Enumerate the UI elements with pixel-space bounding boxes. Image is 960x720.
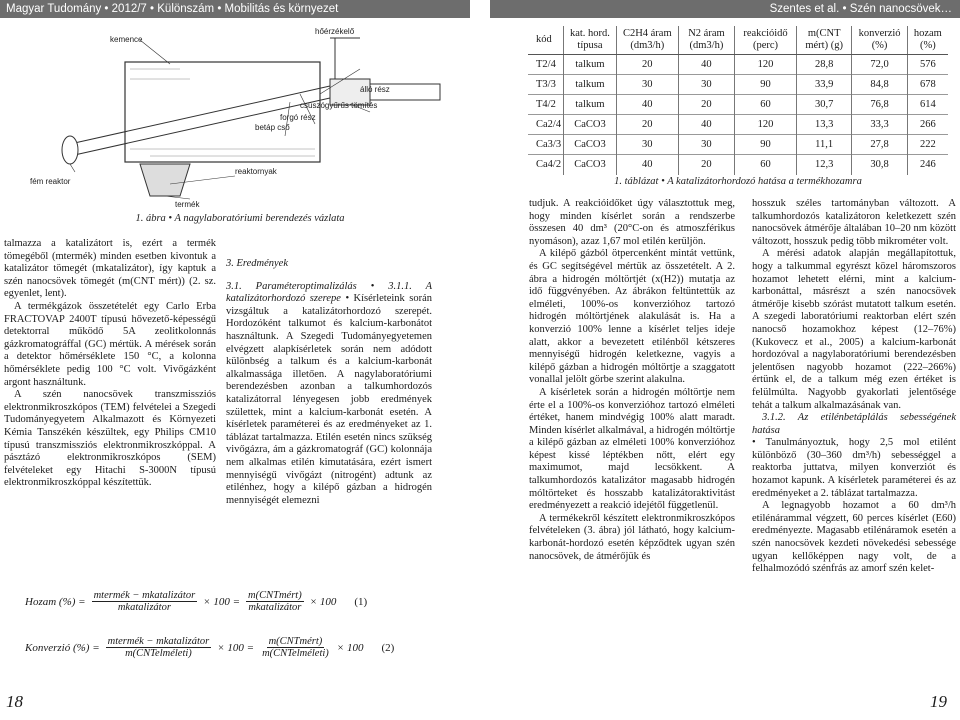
table-cell: 40 — [678, 55, 734, 75]
table-caption: 1. táblázat • A katalizátorhordozó hatása a termékhozamra — [614, 176, 862, 187]
table-row — [528, 95, 948, 115]
table-cell: 33,9 — [796, 75, 852, 95]
right2-subheading: 3.1.2. Az etilénbetáplálás sebességének hatása — [752, 412, 956, 436]
table-cell: 60 — [735, 95, 797, 115]
table-cell: talkum — [564, 55, 617, 75]
eq1-den1: mkatalizátor — [117, 602, 171, 613]
eq2-lhs: Konverzió (%) = — [25, 641, 100, 654]
page-number-right: 19 — [930, 692, 947, 711]
table-cell: 30,8 — [852, 155, 907, 175]
right1-paragraph-3: A kísérletek során a hidrogén móltörtje nem érte el a 100%-os konverzióhoz tartozó elméleti értéket, hanem mindvégig 100% alatt maradt. Minden kísérlet alkalmával, a hidrogén móltörtje a kilépő gázban az elméleti 100% konverzióhoz képest kissé léptékben nőtt, elért egy maximumot, majd lecsökkent. A talkumhordozós katalizátor magasabb hidrogén móltörteket és hosszabb katalizátoraktivitást eredményezett a reakció idejétől függetlenül. — [529, 386, 735, 512]
table-cell: 28,8 — [796, 55, 852, 75]
label-allo-resz: álló rész — [360, 85, 390, 94]
table-cell: 11,1 — [796, 135, 852, 155]
table-cell: 30 — [678, 135, 734, 155]
reactor-neck — [140, 164, 190, 196]
table-row — [528, 135, 948, 155]
results-table — [528, 26, 948, 175]
section-heading: 3. Eredmények — [226, 258, 288, 269]
table-cell: 120 — [735, 55, 797, 75]
eq2-num2: m(CNTmért) — [268, 636, 323, 647]
eq2-den2: m(CNTelméleti) — [262, 648, 329, 659]
right1-paragraph-4: A termékekről készített elektronmikroszkópos felvételeken (3. ábra) jól látható, hogy kalcium-karbonát-hordozó esetén képződtek ugyan szén nanocsövek, de átmérőjük és — [529, 512, 735, 562]
middle-column — [226, 258, 432, 507]
eq1-den2: mkatalizátor — [248, 602, 302, 613]
table-cell: 60 — [735, 155, 797, 175]
left-paragraph-3: A szén nanocsövek transzmissziós elektronmikroszkópos (TEM) felvételei a Szegedi Tudományegyetem Alkalmazott és Környezeti Kémia Tanszékén készültek, egy Philips CM10 típusú transzmissziós elektronmikroszkóppal. A pásztázó elektronmikroszkópos (SEM) felvételeket egy Hitachi S-3000N típusú elektronmikroszkóppal készítettük. — [4, 389, 216, 489]
table-cell: 90 — [735, 135, 797, 155]
label-betap-cso: betáp cső — [255, 123, 290, 132]
table-cell: 120 — [735, 115, 797, 135]
label-csuszogyuru: csúszógyűrűs tömítés — [300, 101, 378, 110]
table-cell: 20 — [678, 95, 734, 115]
subsection-heading: 3.1. Paraméteroptimalizálás • 3.1.1. A katalizátorhordozó szerepe • — [226, 280, 432, 305]
table-cell: T2/4 — [528, 55, 564, 75]
label-kemence: kemence — [110, 35, 143, 44]
table-cell: 30,7 — [796, 95, 852, 115]
eq1-num2: m(CNTmért) — [248, 590, 302, 601]
table-cell: 90 — [735, 75, 797, 95]
table-cell: 27,8 — [852, 135, 907, 155]
table-cell: CaCO3 — [564, 135, 617, 155]
left-column — [4, 238, 216, 490]
eq2-num1: mtermék − mkatalizátor — [107, 636, 210, 647]
table-cell: 12,3 — [796, 155, 852, 175]
table-cell: 576 — [907, 55, 948, 75]
th-kod: kód — [528, 26, 564, 55]
eq1-mid: × 100 = — [203, 595, 241, 608]
table-cell: 20 — [616, 115, 678, 135]
th-kat-hord: kat. hord. típusa — [564, 26, 617, 55]
table-cell: 40 — [616, 95, 678, 115]
table-cell: 76,8 — [852, 95, 907, 115]
table-cell: 266 — [907, 115, 948, 135]
reactor-diagram — [30, 24, 450, 230]
table-cell: CaCO3 — [564, 115, 617, 135]
th-hozam: hozam (%) — [907, 26, 948, 55]
table-body — [528, 55, 948, 175]
table-cell: 246 — [907, 155, 948, 175]
metal-reactor-end — [62, 136, 78, 164]
page-number-left: 18 — [6, 692, 23, 711]
right2-paragraph-1: hosszuk széles tartományban változott. A talkumhordozós katalizátoron keletkezett szén nanocsövek átmérője általában 10–20 nm között változott, hosszuk pedig több mikrométer volt. — [752, 198, 956, 247]
table-row — [528, 155, 948, 175]
table-cell: 33,3 — [852, 115, 907, 135]
table-cell: Ca2/4 — [528, 115, 564, 135]
table-cell: 222 — [907, 135, 948, 155]
table-cell: 20 — [678, 155, 734, 175]
table-cell: T3/3 — [528, 75, 564, 95]
th-mcnt: m(CNT mért) (g) — [796, 26, 852, 55]
furnace-outline — [125, 62, 320, 162]
equation-1 — [25, 590, 445, 613]
table-cell: talkum — [564, 75, 617, 95]
page-header-left — [0, 0, 470, 18]
table-cell: CaCO3 — [564, 155, 617, 175]
table-cell: 30 — [616, 135, 678, 155]
reactor-diagram-svg — [30, 24, 450, 214]
table-cell: 84,8 — [852, 75, 907, 95]
right1-paragraph-1: tudjuk. A reakcióidőket úgy választottuk meg, hogy minden kísérlet során a rendszerbe összesen 40 dm³ (20°C-on és atmoszférikus nyomáson), azaz 1,67 mol etilén kerüljön. — [529, 198, 735, 247]
eq2-number: (2) — [381, 641, 395, 654]
table-cell: 678 — [907, 75, 948, 95]
table-row — [528, 75, 948, 95]
th-c2h4: C2H4 áram (dm3/h) — [616, 26, 678, 55]
table-cell: 20 — [616, 55, 678, 75]
eq1-number: (1) — [354, 595, 368, 608]
table-row — [528, 55, 948, 75]
label-fem-reaktor: fém reaktor — [30, 177, 71, 186]
th-konverzio: konverzió (%) — [852, 26, 907, 55]
right-column-1 — [529, 198, 735, 563]
eq1-lhs: Hozam (%) = — [25, 595, 86, 608]
table-cell: 13,3 — [796, 115, 852, 135]
table-cell: 72,0 — [852, 55, 907, 75]
left-paragraph-2: A termékgázok összetételét egy Carlo Erba FRACTOVAP 2400T típusú hővezető-képességű detektorral működő 5A zeolitkolonnás gázkromatográffal (GC) mértük. A mérések során a detektor hőmérséklete 150 °C, a kolonna hőmérséklete pedig 100 °C volt. Vivőgázként argont használtunk. — [4, 300, 216, 388]
right2-paragraph-3: • Tanulmányoztuk, hogy 2,5 mol etilént különböző (30–360 dm³/h) sebességgel a reaktorba juttatva, milyen konverziót és hozamot kapunk. A kísérletek paraméterei és az eredményeket a 2. táblázat tartalmazza. — [752, 437, 956, 499]
table-cell: T4/2 — [528, 95, 564, 115]
table-cell: 40 — [678, 115, 734, 135]
middle-paragraph-1 — [226, 281, 432, 508]
header-right-text: Szentes et al. • Szén nanocsövek… — [769, 3, 952, 15]
table-cell: Ca3/3 — [528, 135, 564, 155]
page-header-right — [490, 0, 960, 18]
right-column-2 — [752, 198, 956, 576]
th-n2: N2 áram (dm3/h) — [678, 26, 734, 55]
middle-paragraph-1-text: Kísérleteink során vizsgáltuk a katalizátorhordozó szerepét. Hordozóként talkumot és kalcium-karbonátot használtunk. A Szegedi Tudományegyetemen elvégzett alapkísérletek során nem adódott különbség a talkum és a kalcium-karbonát alkalmassága illetően. A nagylaboratóriumi berendezésben azonban a talkumhordozós katalizátorral lényegesen jobb eredmények születtek, mint a kalcium-karbonát esetén. A kísérletek paraméterei és az eredményeket az 1. táblázat tartalmazza. Etilén esetén nincs szükség vivőgázra, ám a gázkromatográf (GC) kolonnája nem alkalmas etilén kimutatására, ezért ismert mennyiségű vivőgázt (nitrogént) adtunk az etilénhez, hogy a kilépő gázban a hidrogén mennyiségét elemezni — [226, 293, 432, 506]
eq2-tail: × 100 — [336, 641, 364, 654]
eq1-tail: × 100 — [309, 595, 337, 608]
eq2-den1: m(CNTelméleti) — [125, 648, 192, 659]
right1-paragraph-2: A kilépő gázból ötpercenként mintát vettünk, és GC segítségével mértük az összetételt. A 2. ábra a hidrogén móltörtjét (x(H2)) mutatja az idő függvényében. Az ábrákon feltüntettük az elméleti, 100%-os konverzióhoz tartozó hidrogén móltörtjének alakulását is. Ha a konverzió 100% lenne a kísérlet teljes ideje alatt, akkor a bevezetett etilénből kétszeres mennyiségű hidrogén keletkezne, vagyis a kilépő gázban a hidrogén móltörtje a szaggatott vonallal jelölt görbe szerint alakulna. — [529, 248, 735, 386]
label-hoerzekelo: hőérzékelő — [315, 27, 355, 36]
label-reaktornyak: reaktornyak — [235, 167, 277, 176]
right2-paragraph-2: A mérési adatok alapján megállapítottuk, hogy a talkummal egyrészt közel háromszoros hozamot lehetett elérni, mint a kalcium-karbonáttal, másrészt a szén nanocsövek átmérője kisebb szórást mutatott talkum esetén. A szegedi laboratóriumi reaktorban elért szén nanocső hozamokhoz képest (12–76%) (Kukovecz et al., 2005) a kalcium-karbonát hordozóval a nagylaboratóriumi berendezésben jelentősen nagyobb hozamot (222–266%) értünk el, de a talkum még ezen értéket is felülmúlta. Nagyobb gyakorlati jelentősége tehát a talkum alkalmazásának van. — [752, 248, 956, 411]
table-cell: 614 — [907, 95, 948, 115]
table-cell: 30 — [616, 75, 678, 95]
table-cell: Ca4/2 — [528, 155, 564, 175]
eq1-num1: mtermék − mkatalizátor — [93, 590, 196, 601]
th-reakcioido: reakcióidő (perc) — [735, 26, 797, 55]
table-row — [528, 115, 948, 135]
header-left-text: Magyar Tudomány • 2012/7 • Különszám • Mobilitás és környezet — [6, 3, 339, 15]
figure-caption: 1. ábra • A nagylaboratóriumi berendezés vázlata — [135, 213, 345, 224]
eq2-mid: × 100 = — [217, 641, 255, 654]
label-termek: termék — [175, 200, 200, 209]
table-cell: talkum — [564, 95, 617, 115]
equation-2 — [25, 636, 445, 659]
table-cell: 30 — [678, 75, 734, 95]
left-paragraph-1: talmazza a katalizátort is, ezért a termék tömegéből (mtermék) minden esetben kivontuk a katalizátor tömegét (mkatalizátor), így kaptuk a szén nanocsövek tömegét (m(CNT mért)) (2. sz. egyenlet, lent). — [4, 238, 216, 300]
table-header-row — [528, 26, 948, 55]
right2-paragraph-4: A legnagyobb hozamot a 60 dm³/h etilénárammal végzett, 60 perces kísérlet (E60) eredményezte. Magasabb etilénáramok esetén a szén nanocsövek kezdeti növekedési sebessége ugyan kellőképpen nagy volt, de a felhalmozódó szénfrás az amorf szén kelet- — [752, 500, 956, 575]
label-forgo-resz: forgó rész — [280, 113, 316, 122]
table-cell: 40 — [616, 155, 678, 175]
